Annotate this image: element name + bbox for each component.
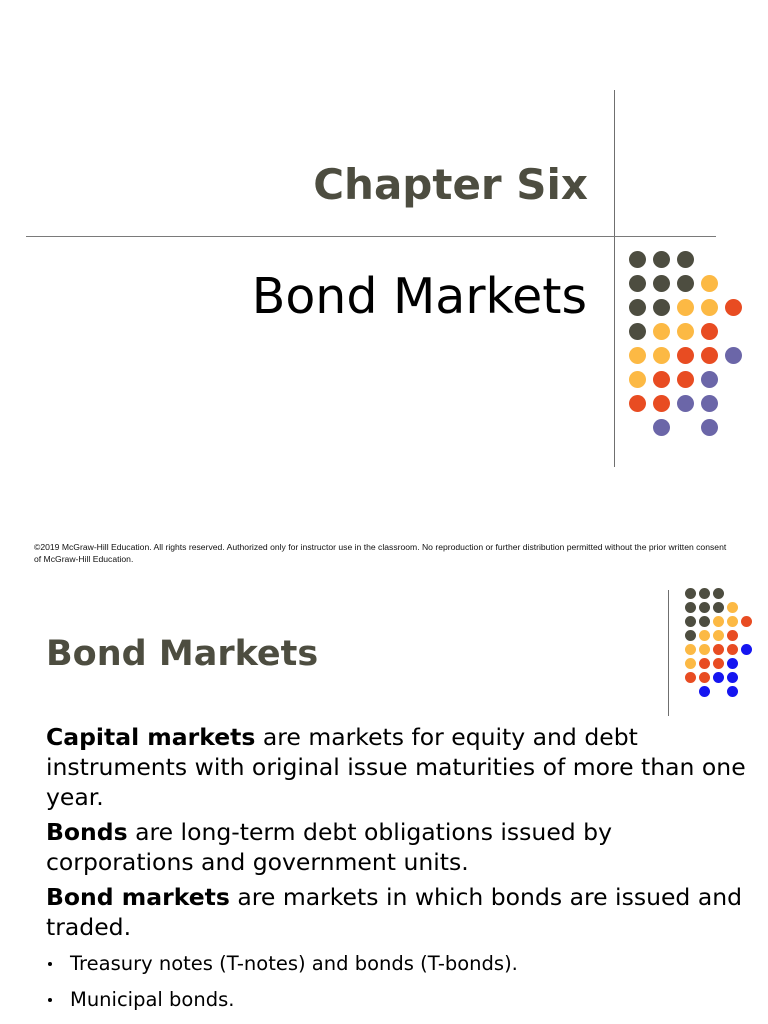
decorative-dot [701, 299, 718, 316]
decorative-dot [629, 371, 646, 388]
decorative-dot [677, 347, 694, 364]
vertical-divider [614, 90, 615, 467]
definition: are markets in which bonds are issued and traded. [46, 883, 743, 941]
decorative-dot [685, 658, 696, 669]
decorative-dot [741, 616, 752, 627]
decorative-dot [741, 644, 752, 655]
decorative-dot [699, 616, 710, 627]
decorative-dot [727, 602, 738, 613]
decorative-dot [713, 672, 724, 683]
decorative-dot [653, 419, 670, 436]
decorative-dot [713, 602, 724, 613]
decorative-dot [727, 658, 738, 669]
decorative-dot [629, 299, 646, 316]
decorative-dot [677, 395, 694, 412]
decorative-dot [713, 644, 724, 655]
decorative-dot [713, 588, 724, 599]
decorative-dot [653, 299, 670, 316]
decorative-dot [701, 275, 718, 292]
decorative-dot [653, 371, 670, 388]
decorative-dot [677, 299, 694, 316]
decorative-dot [685, 588, 696, 599]
decorative-dot [701, 419, 718, 436]
definition: are markets for equity and debt instruments with original issue maturities of more than one year. [46, 723, 746, 811]
bullet-item: Treasury notes (T-notes) and bonds (T-bonds). [46, 952, 746, 976]
decorative-dot [677, 371, 694, 388]
copyright-notice: ©2019 McGraw-Hill Education. All rights reserved. Authorized only for instructor use in the classroom. No reproduction or further distribution permitted without the prior written consent of McGraw-Hill Education. [34, 542, 727, 564]
decorative-dot [727, 672, 738, 683]
bullet-item: Municipal bonds. [46, 988, 746, 1012]
decorative-dot [685, 644, 696, 655]
decorative-dot [725, 299, 742, 316]
decorative-dot [713, 630, 724, 641]
term: Capital markets [46, 723, 256, 751]
decorative-dot [725, 347, 742, 364]
decorative-dot [713, 616, 724, 627]
term: Bonds [46, 818, 128, 846]
decorative-dot [701, 323, 718, 340]
decorative-dot [699, 644, 710, 655]
term: Bond markets [46, 883, 230, 911]
decorative-dot [629, 323, 646, 340]
decorative-dot [727, 630, 738, 641]
decorative-dot [685, 630, 696, 641]
decorative-dot [699, 658, 710, 669]
vertical-divider-small [668, 590, 669, 716]
decorative-dot [685, 616, 696, 627]
decorative-dot [713, 658, 724, 669]
decorative-dot [699, 602, 710, 613]
decorative-dot [699, 672, 710, 683]
decorative-dot [727, 616, 738, 627]
decorative-dot [629, 347, 646, 364]
decorative-dot [653, 323, 670, 340]
decorative-dot [685, 602, 696, 613]
decorative-dot [727, 686, 738, 697]
decorative-dot [699, 630, 710, 641]
decorative-dot [699, 686, 710, 697]
horizontal-divider [26, 236, 716, 237]
decorative-dot [677, 275, 694, 292]
decorative-dot [677, 251, 694, 268]
decorative-dot [653, 395, 670, 412]
paragraph-bonds [46, 817, 746, 877]
definition: are long-term debt obligations issued by corporations and government units. [46, 818, 612, 876]
decorative-dot [629, 275, 646, 292]
paragraph-bond-markets [46, 882, 746, 942]
chapter-title: Chapter Six [313, 160, 588, 209]
decorative-dot [629, 395, 646, 412]
decorative-dot [701, 371, 718, 388]
decorative-dot [653, 347, 670, 364]
decorative-dot [727, 644, 738, 655]
slide-body [46, 722, 746, 1024]
decorative-dot [701, 347, 718, 364]
slide-title: Bond Markets [46, 634, 319, 674]
decorative-dot [701, 395, 718, 412]
decorative-dot [677, 323, 694, 340]
paragraph-capital-markets [46, 722, 746, 812]
slide-title: Bond Markets [251, 268, 587, 325]
bullet-list [46, 952, 746, 1012]
decorative-dot [699, 588, 710, 599]
decorative-dot [653, 275, 670, 292]
decorative-dot [629, 251, 646, 268]
decorative-dot [653, 251, 670, 268]
decorative-dot [685, 672, 696, 683]
